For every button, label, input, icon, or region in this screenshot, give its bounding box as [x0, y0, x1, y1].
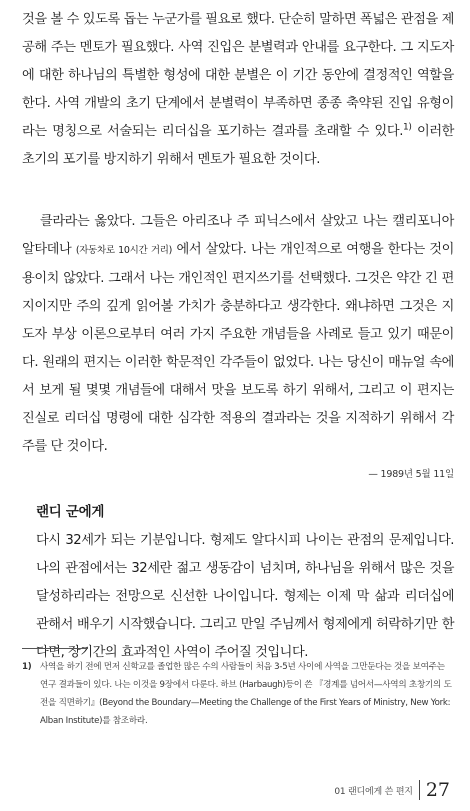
letter-body: 다시 32세가 되는 기분입니다. 형제도 알다시피 나이는 관점의 문제입니다. 나의 관점에서는 32세란 젊고 생동감이 넘치며, 하나님을 위해서 많은 것을 달성하리라는 전망으로 신선한 나이입니다. 형제는 이제 막 삶과 리더십에 관해서 배우기 시작했습니다. 그리고 만일 주님께서 형제에게 허락하기만 한다면, 장기간의 효과적인 사역이 주어질 것입니다. — [36, 533, 454, 660]
footnote-number: 1) — [22, 662, 32, 672]
footnote-text: 사역을 하기 전에 먼저 신학교를 졸업한 많은 수의 사람들이 처음 3-5년 사이에 사역을 그만둔다는 것을 보여주는 연구 결과들이 있다. 나는 이것을 9장에서 다룬다. 하브 (Harbaugh)등이 쓴 『경계를 넘어서—사역의 초창기의 도전을 직면하기』(Beyond the Boundary—Meeting the Challenge of the First Years of Ministry, New York: Alban Institute)를 참조하라. — [40, 662, 452, 726]
footnote-divider — [22, 648, 88, 649]
letter-date: — 1989년 5월 11일 — [368, 469, 454, 480]
paragraph-1-text: 것을 볼 수 있도록 돕는 누군가를 필요로 했다. 단순히 말하면 폭넓은 관점을 제공해 주는 멘토가 필요했다. 사역 진입은 분별력과 안내를 요구한다. 그 지도자에 대한 하나님의 특별한 형성에 대한 분별은 이 기간 동안에 결정적인 역할을 한다. 사역 개발의 초기 단계에서 분별력이 부족하면 종종 축약된 진입 유형이라는 명칭으로 서술되는 리더십을 포기하는 결과를 초래할 수 있다. — [22, 12, 454, 139]
paragraph-2-parenthetical: (자동차로 10시간 거리) — [75, 245, 172, 256]
page-number: 27 — [425, 779, 450, 801]
running-footer — [334, 779, 450, 801]
paragraph-2-text-after: 에서 살았다. 나는 개인적으로 여행을 한다는 것이 용이치 않았다. 그래서 나는 개인적인 편지쓰기를 선택했다. 그것은 약간 긴 편지이지만 주의 깊게 읽어볼 가치가 충분하다고 생각한다. 왜냐하면 그것은 지도자 부상 이론으로부터 여러 가지 주요한 개념들을 사례로 들고 있기 때문이다. 원래의 편지는 이러한 학문적인 각주들이 없었다. 나는 당신이 매뉴얼 속에서 보게 될 몇몇 개념들에 대해서 맛을 보도록 하기 위해서, 그리고 이 편지는 진실로 리더십 명령에 대한 심각한 적용의 결과라는 것을 지적하기 위해서 각주를 단 것이다. — [22, 242, 454, 454]
letter-salutation: 랜디 군에게 — [36, 504, 105, 520]
paragraph-2-text-before: 클라라는 옳았다. 그들은 아리조나 주 피닉스에서 살았고 나는 캘리포니아 알타데나 — [22, 214, 454, 257]
footnote — [22, 658, 454, 730]
body-paragraph-1 — [22, 6, 454, 174]
footnote-reference: 1) — [403, 122, 412, 133]
paragraph-1-text-after: 이러한 초기의 포기를 방지하기 위해서 멘토가 필요한 것이다. — [22, 124, 454, 167]
body-paragraph-2 — [22, 208, 454, 461]
footer-divider — [419, 780, 420, 800]
chapter-label: 01 랜디에게 쓴 편지 — [334, 786, 413, 797]
